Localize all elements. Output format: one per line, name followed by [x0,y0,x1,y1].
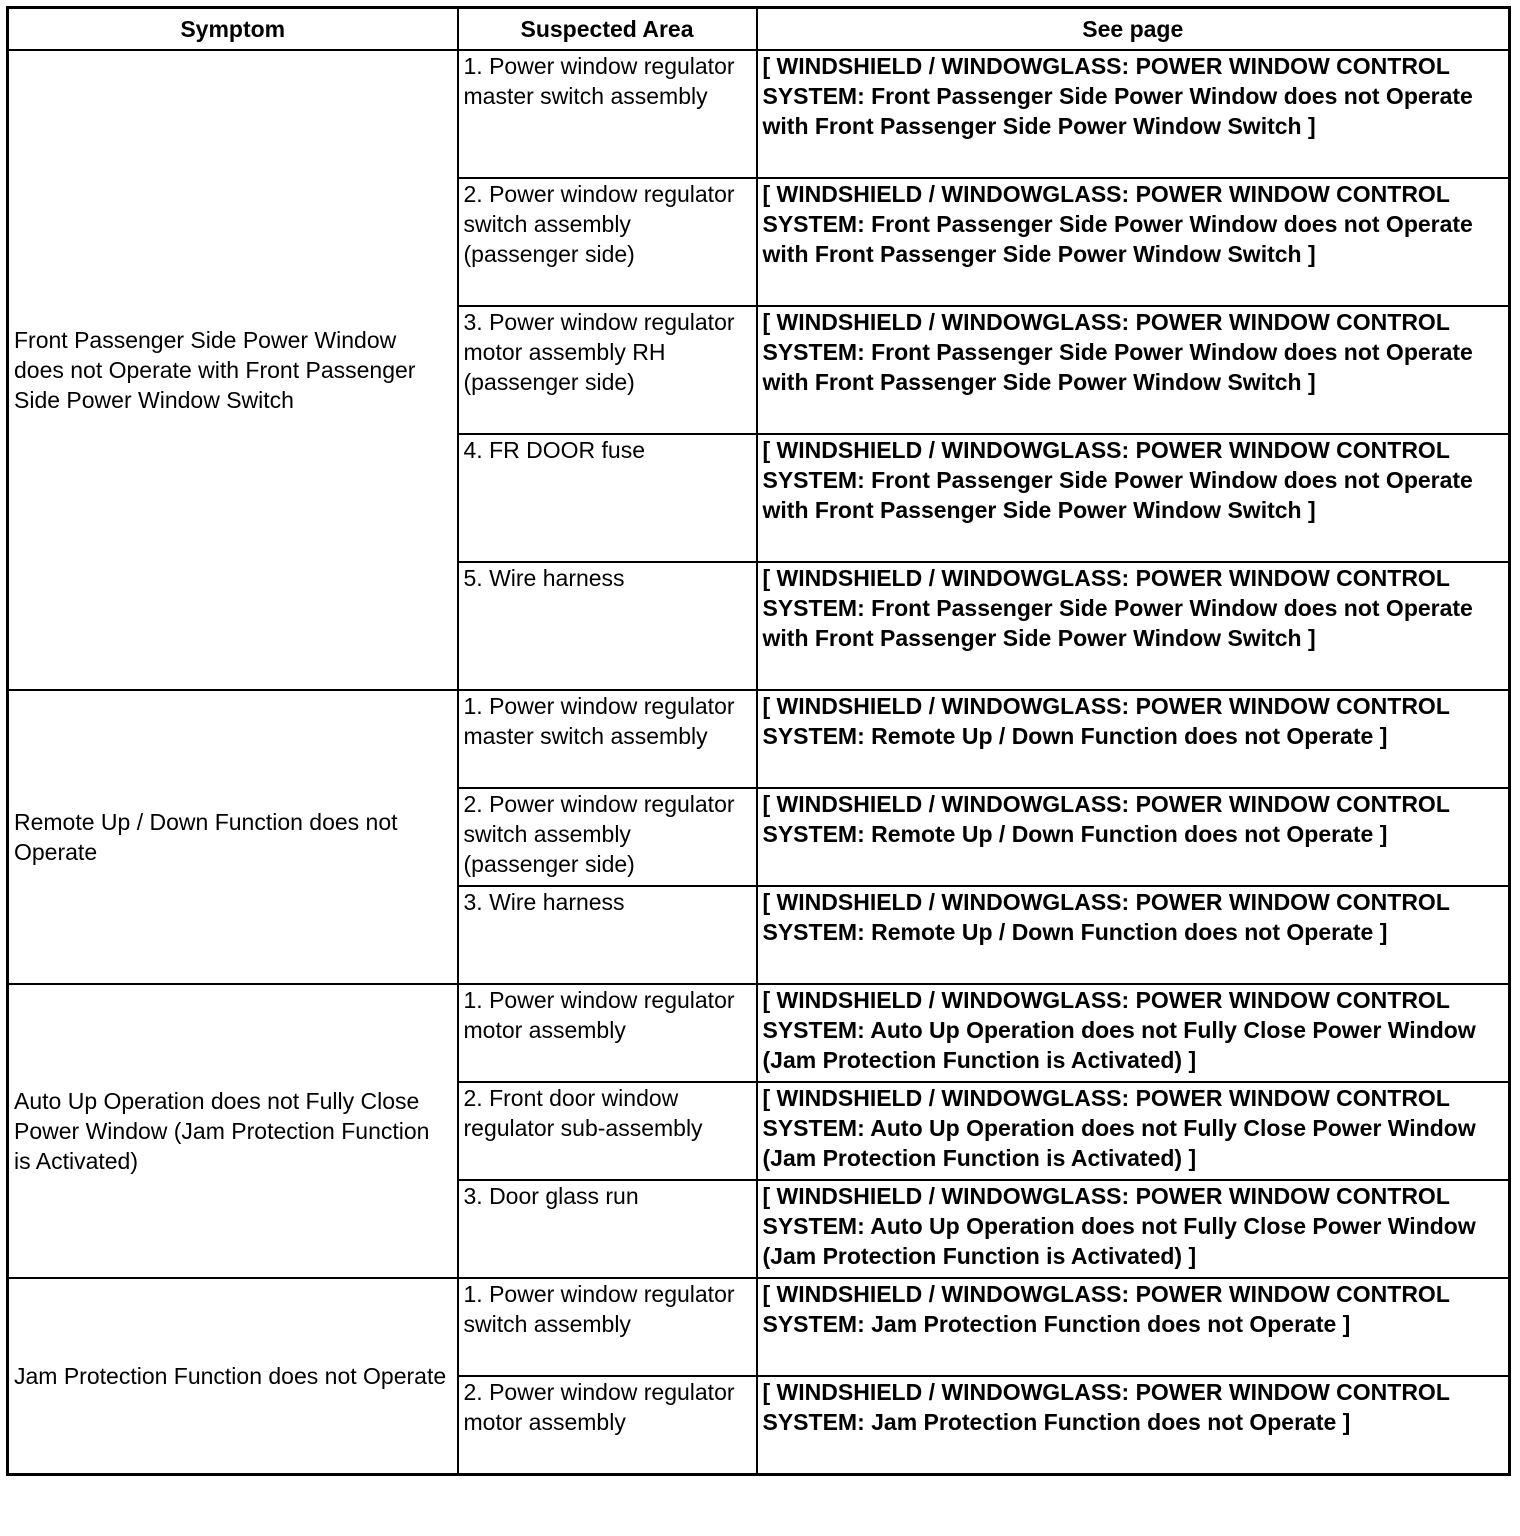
problem-symptoms-table [6,6,1511,1476]
suspected-area-cell: 3. Power window regulator motor assembly RH (passenger side) [458,306,757,434]
table-row [8,50,1510,178]
see-page-link[interactable]: [ WINDSHIELD / WINDOWGLASS: POWER WINDOW CONTROL SYSTEM: Auto Up Operation does not Fully Close Power Window (Jam Protection Function is Activated) ] [757,1082,1510,1180]
suspected-area-cell: 1. Power window regulator master switch assembly [458,50,757,178]
see-page-link[interactable]: [ WINDSHIELD / WINDOWGLASS: POWER WINDOW CONTROL SYSTEM: Front Passenger Side Power Window does not Operate with Front Passenger Side Power Window Switch ] [757,434,1510,562]
suspected-area-cell: 1. Power window regulator motor assembly [458,984,757,1082]
header-suspected-area: Suspected Area [458,8,757,51]
table-row [8,690,1510,788]
header-see-page: See page [757,8,1510,51]
suspected-area-cell: 2. Power window regulator motor assembly [458,1376,757,1475]
suspected-area-cell: 5. Wire harness [458,562,757,690]
see-page-link[interactable]: [ WINDSHIELD / WINDOWGLASS: POWER WINDOW CONTROL SYSTEM: Front Passenger Side Power Window does not Operate with Front Passenger Side Power Window Switch ] [757,50,1510,178]
suspected-area-cell: 2. Front door window regulator sub-assembly [458,1082,757,1180]
suspected-area-cell: 3. Wire harness [458,886,757,984]
suspected-area-cell: 1. Power window regulator switch assembly [458,1278,757,1376]
symptom-cell: Remote Up / Down Function does not Operate [8,690,458,984]
suspected-area-cell: 4. FR DOOR fuse [458,434,757,562]
see-page-link[interactable]: [ WINDSHIELD / WINDOWGLASS: POWER WINDOW CONTROL SYSTEM: Front Passenger Side Power Window does not Operate with Front Passenger Side Power Window Switch ] [757,178,1510,306]
see-page-link[interactable]: [ WINDSHIELD / WINDOWGLASS: POWER WINDOW CONTROL SYSTEM: Front Passenger Side Power Window does not Operate with Front Passenger Side Power Window Switch ] [757,306,1510,434]
see-page-link[interactable]: [ WINDSHIELD / WINDOWGLASS: POWER WINDOW CONTROL SYSTEM: Jam Protection Function does not Operate ] [757,1278,1510,1376]
header-symptom: Symptom [8,8,458,51]
see-page-link[interactable]: [ WINDSHIELD / WINDOWGLASS: POWER WINDOW CONTROL SYSTEM: Remote Up / Down Function does not Operate ] [757,788,1510,886]
see-page-link[interactable]: [ WINDSHIELD / WINDOWGLASS: POWER WINDOW CONTROL SYSTEM: Jam Protection Function does not Operate ] [757,1376,1510,1475]
table-row [8,984,1510,1082]
suspected-area-cell: 3. Door glass run [458,1180,757,1278]
suspected-area-cell: 1. Power window regulator master switch assembly [458,690,757,788]
see-page-link[interactable]: [ WINDSHIELD / WINDOWGLASS: POWER WINDOW CONTROL SYSTEM: Auto Up Operation does not Fully Close Power Window (Jam Protection Function is Activated) ] [757,1180,1510,1278]
suspected-area-cell: 2. Power window regulator switch assembly (passenger side) [458,788,757,886]
see-page-link[interactable]: [ WINDSHIELD / WINDOWGLASS: POWER WINDOW CONTROL SYSTEM: Auto Up Operation does not Fully Close Power Window (Jam Protection Function is Activated) ] [757,984,1510,1082]
suspected-area-cell: 2. Power window regulator switch assembly (passenger side) [458,178,757,306]
symptom-cell: Front Passenger Side Power Window does not Operate with Front Passenger Side Power Window Switch [8,50,458,690]
see-page-link[interactable]: [ WINDSHIELD / WINDOWGLASS: POWER WINDOW CONTROL SYSTEM: Front Passenger Side Power Window does not Operate with Front Passenger Side Power Window Switch ] [757,562,1510,690]
table-row [8,1278,1510,1376]
symptom-cell: Auto Up Operation does not Fully Close Power Window (Jam Protection Function is Activated) [8,984,458,1278]
header-row [8,8,1510,51]
symptom-cell: Jam Protection Function does not Operate [8,1278,458,1475]
see-page-link[interactable]: [ WINDSHIELD / WINDOWGLASS: POWER WINDOW CONTROL SYSTEM: Remote Up / Down Function does not Operate ] [757,690,1510,788]
see-page-link[interactable]: [ WINDSHIELD / WINDOWGLASS: POWER WINDOW CONTROL SYSTEM: Remote Up / Down Function does not Operate ] [757,886,1510,984]
